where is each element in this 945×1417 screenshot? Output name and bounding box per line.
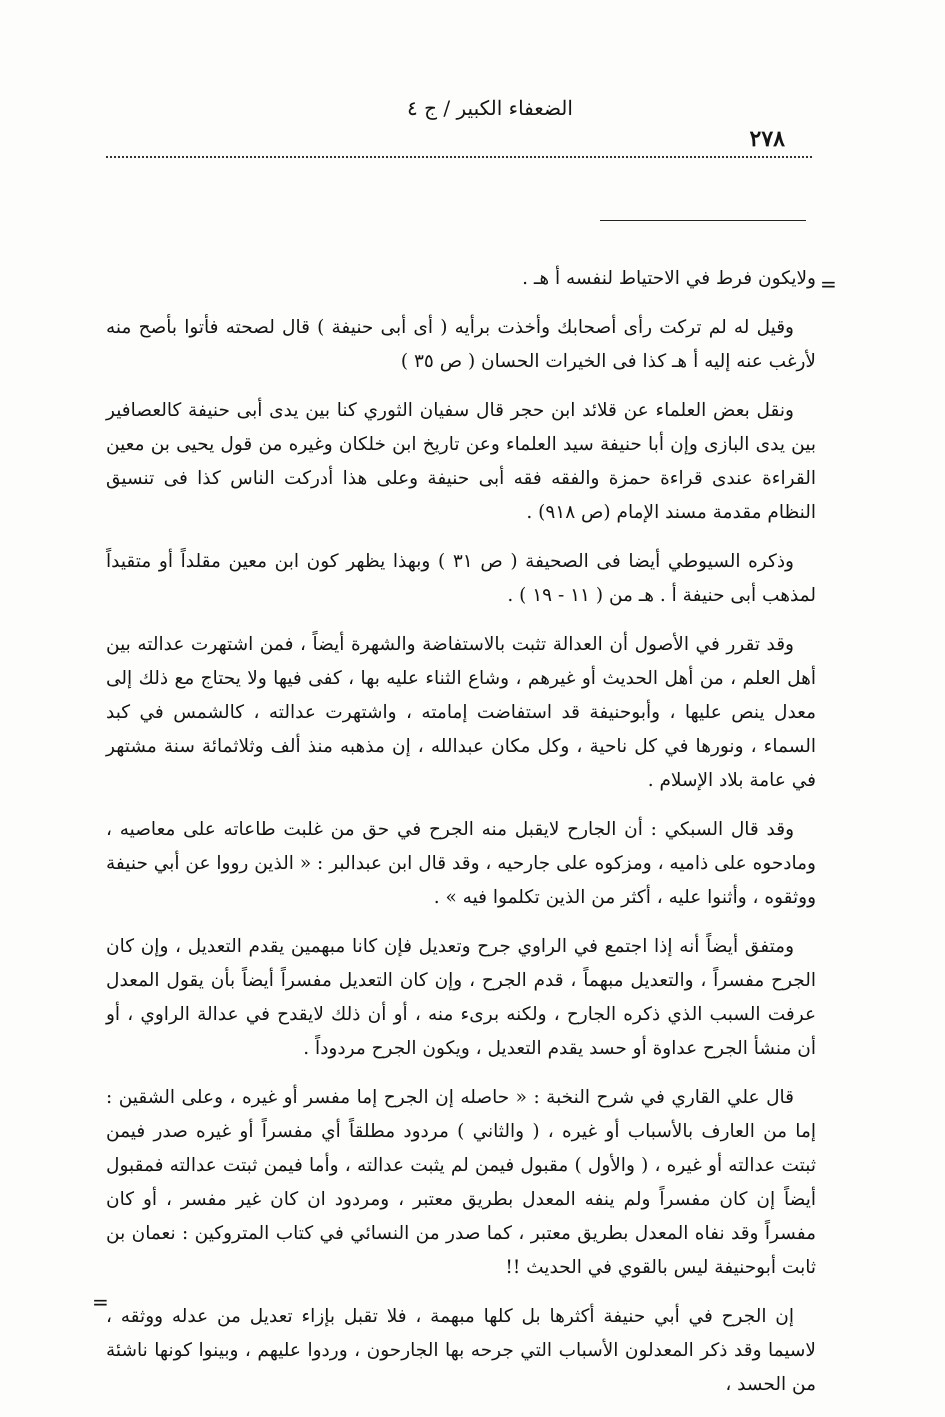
running-header-title: الضعفاء الكبير / ج ٤ [407,96,573,120]
header-dotted-rule [106,156,812,158]
paragraph: وقد تقرر في الأصول أن العدالة تثبت بالاستفاضة والشهرة أيضاً ، فمن اشتهرت عدالته بين أهل العلم ، من أهل الحديث أو غيرهم ، وشاع الثناء عليه بها ، كفى فيها ولا يحتاج مع ذلك إلى معدل ينص عليها ، وأبوحنيفة قد استفاضت إمامته ، واشتهرت عدالته ، كالشمس في كبد السماء ، ونورها في كل ناحية ، وكل مكان عبدالله ، إن مذهبه منذ ألف وثلاثمائة سنة مشتهر في عامة بلاد الإسلام . [106,634,816,791]
continuation-marker-bottom: = [92,1290,109,1314]
paragraph: إن الجرح في أبي حنيفة أكثرها بل كلها مبهمة ، فلا تقبل بإزاء تعديل من عدله ووثقه ، لاسيما وقد ذكر المعدلون الأسباب التي جرحه بها الجارحون ، وردوا عليهم ، وبينوا كونها ناشئة من الحسد ، [106,1306,816,1395]
body-text [106,262,816,1417]
paragraph: ونقل بعض العلماء عن قلائد ابن حجر قال سفيان الثوري كنا بين يدى أبى حنيفة كالعصافير بين يدى البازى وإن أبا حنيفة سيد العلماء وعن تاريخ ابن خلكان وغيره من قول يحيى بن معين القراءة عندى قراءة حمزة والفقه فقه أبى حنيفة وعلى هذا أدركت الناس كذا فى تنسيق النظام مقدمة مسند الإمام (ص ٩١٨) . [106,400,816,523]
paragraph: وقد قال السبكي : أن الجارح لايقبل منه الجرح في حق من غلبت طاعاته على معاصيه ، ومادحوه على ذاميه ، ومزكوه على جارحيه ، وقد قال ابن عبدالبر : « الذين رووا عن أبي حنيفة ووثقوه ، وأثنوا عليه ، أكثر من الذين تكلموا فيه » . [106,819,816,908]
paragraph: ولايكون فرط في الاحتياط لنفسه أ هـ . [522,268,816,289]
paragraph: وقيل له لم تركت رأى أصحابك وأخذت برأيه ( أى أبى حنيفة ) قال لصحته فأتوا بأصح منه لأرغب عنه إليه أ هـ كذا فى الخيرات الحسان ( ص ٣٥ ) [106,317,816,372]
paragraph: قال علي القاري في شرح النخبة : « حاصله إن الجرح إما مفسر أو غيره ، وعلى الشقين : إما من العارف بالأسباب أو غيره ، ( والثاني ) مردود مطلقاً أي مفسراً أو غيره صدر فيمن ثبتت عدالته أو غيره ، ( والأول ) مقبول فيمن لم يثبت عدالته ، وأما فيمن ثبتت عدالته فمقبول أيضاً إن كان مفسراً ولم ينفه المعدل بطريق معتبر ، ومردود ان كان غير مفسر ، أو كان مفسراً وقد نفاه المعدل بطريق معتبر ، كما صدر من النسائي في كتاب المتروكين : نعمان بن ثابت أبوحنيفة ليس بالقوي في الحديث !! [106,1087,816,1278]
page-number: ٢٧٨ [749,126,785,152]
paragraph: وذكره السيوطي أيضا فى الصحيفة ( ص ٣١ ) وبهذا يظهر كون ابن معين مقلداً أو متقيداً لمذهب أبى حنيفة أ . هـ من ( ١١ - ١٩ ) . [106,551,816,606]
paragraph: ومتفق أيضاً أنه إذا اجتمع في الراوي جرح وتعديل فإن كانا مبهمين يقدم التعديل ، وإن كان الجرح مفسراً ، والتعديل مبهماً ، قدم الجرح ، وإن كان التعديل مفسراً أيضاً بأن يقول المعدل عرفت السبب الذي ذكره الجارح ، ولكنه برىء منه ، أو أن ذلك لايقدح في عدالة الراوي ، أو أن منشأ الجرح عداوة أو حسد يقدم التعديل ، ويكون الجرح مردوداً . [106,936,816,1059]
continuation-marker-top: = [820,272,837,296]
footnote-separator-rule [600,220,806,221]
